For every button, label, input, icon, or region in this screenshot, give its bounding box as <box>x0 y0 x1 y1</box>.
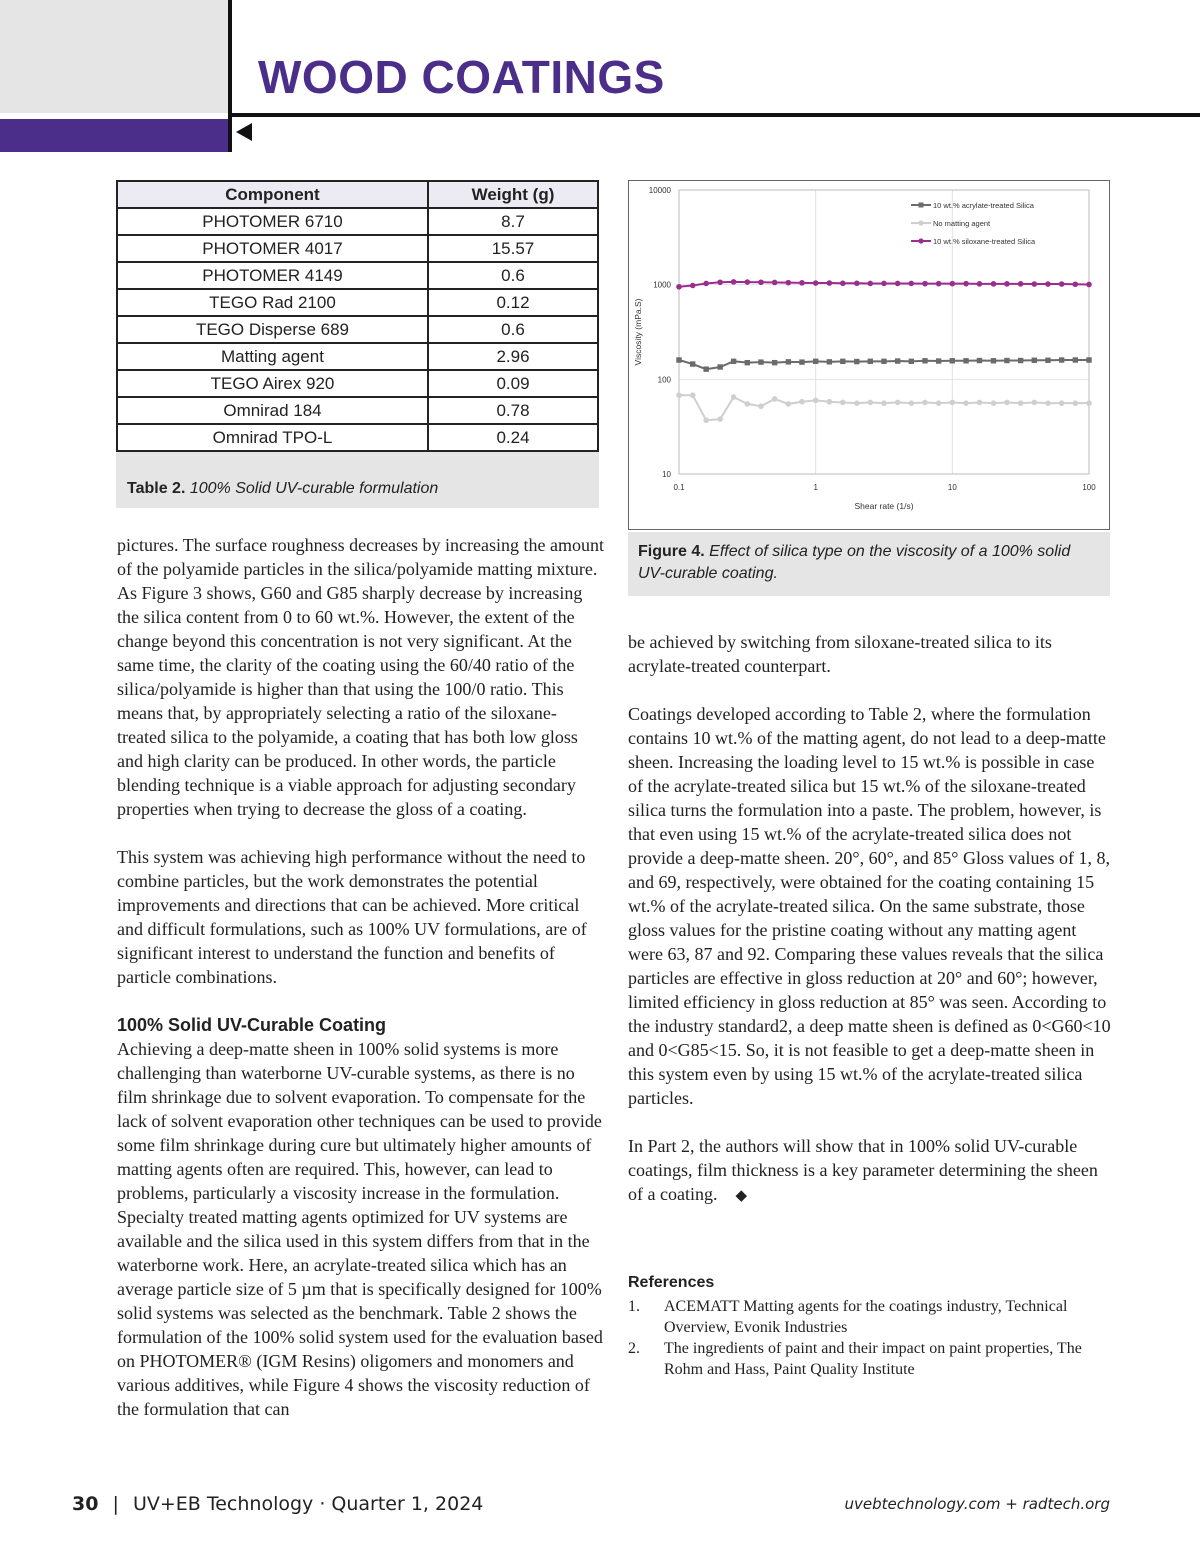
data-point <box>881 400 887 406</box>
series-line <box>679 395 1089 420</box>
plot-area <box>679 190 1089 474</box>
y-axis-label: Viscosity (mPa.S) <box>633 298 643 366</box>
reference-text: ACEMATT Matting agents for the coatings industry, Technical Overview, Evonik Industries <box>664 1298 1068 1336</box>
reference-item <box>628 1338 1112 1380</box>
right-column <box>628 630 1112 1208</box>
data-point <box>1045 400 1051 406</box>
table-row <box>117 397 598 424</box>
table-row <box>117 289 598 316</box>
table-cell-weight: 2.96 <box>428 343 598 370</box>
table-cell-weight: 0.6 <box>428 316 598 343</box>
x-tick-label: 1 <box>813 483 818 492</box>
data-point <box>936 358 941 363</box>
data-point <box>786 359 791 364</box>
data-point <box>772 280 778 286</box>
data-point <box>840 359 845 364</box>
data-point <box>813 398 819 404</box>
data-point <box>963 281 969 287</box>
data-point <box>1059 281 1065 287</box>
data-point <box>895 400 901 406</box>
table-cell-weight: 0.09 <box>428 370 598 397</box>
reference-item <box>628 1296 1112 1338</box>
section-title: WOOD COATINGS <box>258 51 665 103</box>
body-paragraph-final <box>628 1134 1112 1208</box>
table-row <box>117 262 598 289</box>
triangle-left-icon <box>236 123 252 141</box>
data-point <box>827 399 833 405</box>
reference-text: The ingredients of paint and their impact on paint properties, The Rohm and Hass, Paint Quality Institute <box>664 1340 1082 1378</box>
data-point <box>799 399 805 405</box>
table-row <box>117 235 598 262</box>
header-purple-bar <box>0 119 228 152</box>
data-point <box>1018 281 1024 287</box>
data-point <box>786 401 792 407</box>
table-cell-component: PHOTOMER 4017 <box>117 235 428 262</box>
data-point <box>744 401 750 407</box>
data-point <box>1032 400 1038 406</box>
data-point <box>909 400 915 406</box>
left-column <box>117 533 604 1421</box>
data-point <box>799 280 805 286</box>
page-footer-left <box>72 1493 483 1515</box>
data-point <box>922 400 928 406</box>
data-point <box>950 281 956 287</box>
data-point <box>854 280 860 286</box>
data-point <box>936 281 942 287</box>
data-point <box>799 359 804 364</box>
data-point <box>1073 400 1079 406</box>
data-point <box>922 358 927 363</box>
data-point <box>963 400 969 406</box>
table-cell-weight: 0.78 <box>428 397 598 424</box>
data-point <box>772 360 777 365</box>
header-horizontal-rule <box>228 113 1200 117</box>
data-point <box>977 281 983 287</box>
data-point <box>786 280 792 286</box>
data-point <box>991 281 997 287</box>
figure-caption-block <box>628 532 1110 596</box>
data-point <box>717 416 723 422</box>
data-point <box>827 280 833 286</box>
legend-label: 10 wt.% siloxane-treated Silica <box>933 237 1036 246</box>
table-cell-component: Matting agent <box>117 343 428 370</box>
data-point <box>840 400 846 406</box>
body-paragraph: be achieved by switching from siloxane-treated silica to its acrylate-treated counterpart. <box>628 632 1052 676</box>
data-point <box>772 396 778 402</box>
data-point <box>731 279 737 285</box>
data-point <box>840 280 846 286</box>
data-point <box>977 358 982 363</box>
data-point <box>854 400 860 406</box>
table-cell-component: TEGO Airex 920 <box>117 370 428 397</box>
data-point <box>703 417 709 423</box>
data-point <box>744 279 750 285</box>
table-cell-component: TEGO Disperse 689 <box>117 316 428 343</box>
table-cell-weight: 15.57 <box>428 235 598 262</box>
data-point <box>813 359 818 364</box>
section-subheading: 100% Solid UV-Curable Coating <box>117 1015 387 1035</box>
data-point <box>950 358 955 363</box>
data-point <box>991 400 997 406</box>
data-point <box>717 364 722 369</box>
y-tick-label: 100 <box>657 375 671 385</box>
data-point <box>867 281 873 287</box>
table-cell-weight: 0.24 <box>428 424 598 451</box>
table-caption-label: Table 2. <box>127 480 186 497</box>
body-paragraph: pictures. The surface roughness decreases by increasing the amount of the polyamide particles in the silica/polyamide matting mixture. As Figure 3 shows, G60 and G85 sharply decrease by increasing the silica content from 0 to 60 wt.%. However, the extent of the change beyond this concentration is not very significant. At the same time, the clarity of the coating using the 60/40 ratio of the silica/polyamide is higher than that using the 100/0 ratio. This means that, by appropriately selecting a ratio of the siloxane-treated silica to the polyamide, a coating that has both low gloss and high clarity can be produced. In other words, the particle blending technique is a viable approach for adjusting secondary properties when trying to decrease the gloss of a coating. <box>117 535 604 819</box>
data-point <box>909 359 914 364</box>
table-caption-text: 100% Solid UV-curable formulation <box>189 480 439 497</box>
data-point <box>1004 281 1010 287</box>
data-point <box>895 281 901 287</box>
table-cell-component: Omnirad 184 <box>117 397 428 424</box>
x-tick-label: 100 <box>1082 483 1096 492</box>
table-row <box>117 316 598 343</box>
data-point <box>868 359 873 364</box>
table-header-row <box>117 181 598 208</box>
header-vertical-rule <box>228 0 232 152</box>
table-row <box>117 424 598 451</box>
data-point <box>977 400 983 406</box>
y-tick-label: 1000 <box>653 280 671 290</box>
data-point <box>1045 281 1051 287</box>
body-paragraph: This system was achieving high performance without the need to combine particles, but the work demonstrates the potential improvements and directions that can be achieved. More critical and difficult formulations, such as 100% UV formulations, are of significant interest to understand the function and benefits of particle combinations. <box>117 847 587 987</box>
data-point <box>1004 400 1010 406</box>
x-axis-label: Shear rate (1/s) <box>854 501 914 511</box>
table-header-cell: Weight (g) <box>428 181 598 208</box>
data-point <box>854 359 859 364</box>
data-point <box>922 281 928 287</box>
table-cell-component: Omnirad TPO-L <box>117 424 428 451</box>
data-point <box>676 392 682 398</box>
legend-label: 10 wt.% acrylate-treated Silica <box>933 201 1034 210</box>
x-tick-label: 10 <box>947 483 957 492</box>
legend-marker <box>918 220 923 225</box>
end-mark-diamond-icon: ◆ <box>735 1188 748 1204</box>
data-point <box>1018 358 1023 363</box>
data-point <box>690 283 696 289</box>
body-paragraph: Coatings developed according to Table 2, where the formulation contains 10 wt.% of the matting agent, do not lead to a deep-matte sheen. Increasing the loading level to 15 wt.% is possible in case of the acrylate-treated silica but 15 wt.% of the siloxane-treated silica turns the formulation into a paste. The problem, however, is that even using 15 wt.% of the acrylate-treated silica does not provide a deep-matte sheen. 20°, 60°, and 85° Gloss values of 1, 8, and 69, respectively, were obtained for the coating containing 15 wt.% of the acrylate-treated silica. On the same substrate, those gloss values for the pristine coating without any matting agent were 63, 87 and 92. Comparing these values reveals that the silica particles are effective in gloss reduction at 20° and 60°; however, limited efficiency in gloss reduction at 85° was seen. According to the industry standard2, a deep matte sheen is defined as 0<G60<10 and 0<G85<15. So, it is not feasible to get a deep-matte sheen in this system even by using 15 wt.% of the acrylate-treated silica particles. <box>628 704 1111 1108</box>
data-point <box>1059 357 1064 362</box>
table-cell-component: PHOTOMER 4149 <box>117 262 428 289</box>
data-point <box>991 358 996 363</box>
figure-caption <box>638 541 1100 585</box>
publication-name: UV+EB Technology · Quarter 1, 2024 <box>132 1493 484 1515</box>
y-tick-label: 10 <box>662 470 671 479</box>
data-point <box>1045 358 1050 363</box>
final-paragraph-text: In Part 2, the authors will show that in 100% solid UV-curable coatings, film thickness is a key parameter determining the sheen of a coating. <box>628 1136 1098 1204</box>
data-point <box>867 400 873 406</box>
data-point <box>703 366 708 371</box>
legend-label: No matting agent <box>933 219 991 228</box>
data-point <box>1086 282 1092 288</box>
legend-marker <box>919 203 924 208</box>
data-point <box>881 281 887 287</box>
data-point <box>758 403 764 409</box>
figure-caption-label: Figure 4. <box>638 543 705 560</box>
data-point <box>1073 357 1078 362</box>
data-point <box>676 357 681 362</box>
footer-websites: uvebtechnology.com + radtech.org <box>844 1495 1110 1513</box>
data-point <box>1018 400 1024 406</box>
data-point <box>881 359 886 364</box>
table-cell-weight: 8.7 <box>428 208 598 235</box>
data-point <box>909 281 915 287</box>
header-gray-block <box>0 0 228 113</box>
data-point <box>1032 358 1037 363</box>
figure-caption-text: Effect of silica type on the viscosity of a 100% solid UV-curable coating. <box>638 543 1071 582</box>
data-point <box>745 360 750 365</box>
data-point <box>1032 281 1038 287</box>
table-caption <box>127 480 438 498</box>
table-cell-weight: 0.12 <box>428 289 598 316</box>
footer-separator: | <box>112 1493 119 1515</box>
table-2-block <box>116 180 599 508</box>
figure-4-chart-frame <box>628 180 1110 530</box>
legend-marker <box>918 238 923 243</box>
references-heading: References <box>628 1274 715 1291</box>
data-point <box>936 400 942 406</box>
table-row <box>117 208 598 235</box>
formulation-table <box>116 180 599 452</box>
data-point <box>813 280 819 286</box>
data-point <box>1059 400 1065 406</box>
viscosity-chart <box>629 181 1109 529</box>
table-cell-weight: 0.6 <box>428 262 598 289</box>
data-point <box>731 394 737 400</box>
table-cell-component: TEGO Rad 2100 <box>117 289 428 316</box>
data-point <box>758 359 763 364</box>
data-point <box>717 279 723 285</box>
data-point <box>1073 281 1079 287</box>
y-tick-label: 10000 <box>648 186 671 195</box>
body-paragraph: Achieving a deep-matte sheen in 100% solid systems is more challenging than waterborne UV-curable systems, as there is no film shrinkage due to solvent evaporation. To compensate for the lack of solvent evaporation other techniques can be used to provide some film shrinkage during cure but ultimately higher amounts of matting agents often are required. This, however, can lead to problems, particularly a viscosity increase in the formulation. Specialty treated matting agents optimized for UV systems are available and the silica used in this system differs from that in the waterborne work. Here, an acrylate-treated silica which has an average particle size of 5 µm that is specifically designed for 100% solid systems was selected as the benchmark. Table 2 shows the formulation of the 100% solid system used for the evaluation based on PHOTOMER® (IGM Resins) oligomers and monomers and various additives, while Figure 4 shows the viscosity reduction of the formulation that can <box>117 1039 603 1419</box>
data-point <box>827 359 832 364</box>
data-point <box>690 361 695 366</box>
data-point <box>758 279 764 285</box>
table-row <box>117 370 598 397</box>
data-point <box>1086 400 1092 406</box>
data-point <box>1086 357 1091 362</box>
references-list <box>628 1296 1112 1380</box>
data-point <box>690 392 696 398</box>
data-point <box>895 358 900 363</box>
data-point <box>1004 358 1009 363</box>
data-point <box>703 281 709 287</box>
data-point <box>731 359 736 364</box>
x-tick-label: 0.1 <box>673 483 685 492</box>
table-header-cell: Component <box>117 181 428 208</box>
data-point <box>950 400 956 406</box>
data-point <box>963 358 968 363</box>
table-cell-component: PHOTOMER 6710 <box>117 208 428 235</box>
reference-number: 2. <box>628 1340 640 1357</box>
table-row <box>117 343 598 370</box>
page-number: 30 <box>72 1493 99 1515</box>
data-point <box>676 284 682 290</box>
reference-number: 1. <box>628 1298 640 1315</box>
